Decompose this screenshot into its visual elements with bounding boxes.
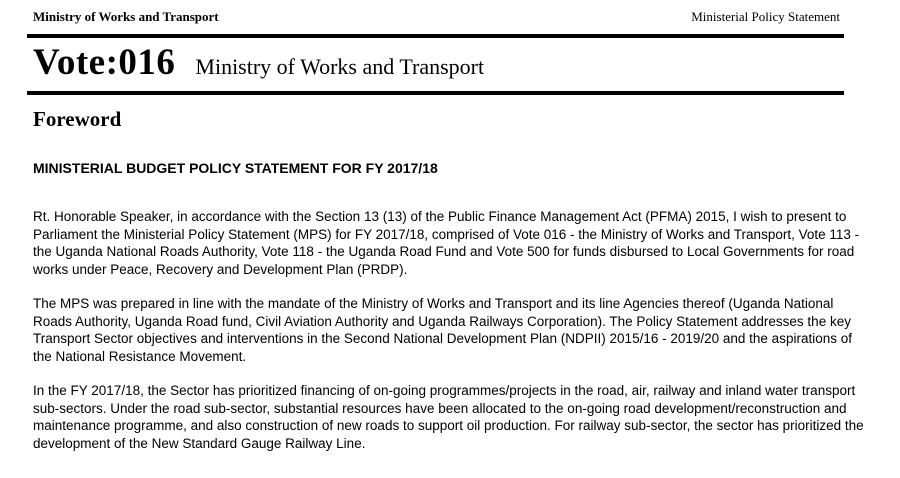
header-ministry-title: Ministry of Works and Transport [33,9,219,24]
foreword-section-title: Foreword [33,107,122,131]
foreword-paragraph-1: Rt. Honorable Speaker, in accordance with the Section 13 (13) of the Public Finance Management Act (PFMA) 2015, I wish to present to Parliament the Ministerial Policy Statement (MPS) for FY 2017/18, comprised of Vote 016 - the Ministry of Works and Transport, Vote 113 - the Uganda National Roads Authority, Vote 118 - the Uganda Road Fund and Vote 500 for funds disbursed to Local Governments for road works under Peace, Recovery and Development Plan (PRDP). [33,209,860,277]
vote-banner [0,41,900,85]
foreword-paragraph-2: The MPS was prepared in line with the mandate of the Ministry of Works and Transport and its line Agencies thereof (Uganda National Roads Authority, Uganda Road fund, Civil Aviation Authority and Uganda Railways Corporation). The Policy Statement addresses the key Transport Sector objectives and interventions in the Second National Development Plan (NDPII) 2015/16 - 2019/20 and the aspirations of the National Resistance Movement. [33,296,852,364]
foreword-paragraph-3: In the FY 2017/18, the Sector has prioritized financing of on-going programmes/projects in the road, air, railway and inland water transport sub-sectors. Under the road sub-sector, substantial resources have been allocated to the on-going road development/reconstruction and maintenance programme, and also construction of new roads to support oil production. For railway sub-sector, the sector has prioritized the development of the New Standard Gauge Railway Line. [33,383,864,451]
page-header [0,0,900,25]
vote-number: Vote:016 [33,42,176,83]
vote-banner-divider-rule [27,91,844,95]
statement-heading: MINISTERIAL BUDGET POLICY STATEMENT FOR FY 2017/18 [33,160,438,176]
header-document-type: Ministerial Policy Statement [691,9,840,24]
vote-ministry-name: Ministry of Works and Transport [195,54,485,79]
top-divider-rule [27,34,844,38]
